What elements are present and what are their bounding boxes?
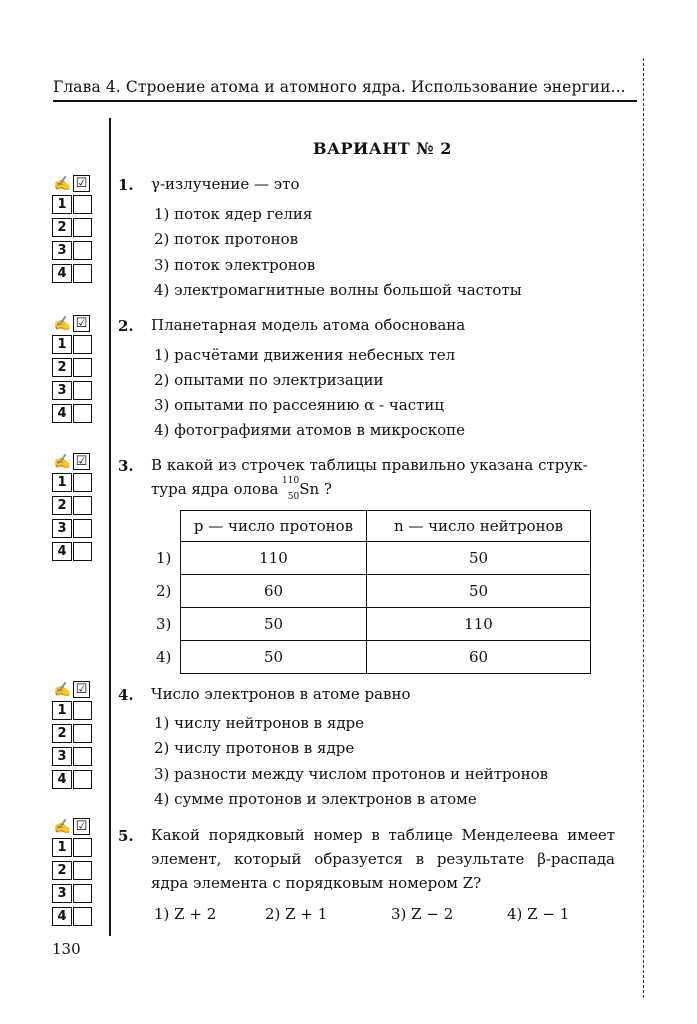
cut-line xyxy=(643,58,644,998)
answer-box[interactable] xyxy=(73,838,92,857)
answer-number: 4 xyxy=(52,264,72,283)
answer-option: 3) опытами по рассеянию α - частиц xyxy=(154,396,445,414)
table-cell-neutrons: 110 xyxy=(367,608,591,641)
table-cell-protons: 60 xyxy=(181,575,367,608)
table-row-label: 3) xyxy=(156,615,172,633)
answer-box[interactable] xyxy=(73,241,92,260)
question-number: 2. xyxy=(118,317,134,335)
answer-box[interactable] xyxy=(73,907,92,926)
table-row xyxy=(181,575,591,608)
question-line-2: тура ядра олова xyxy=(151,480,284,498)
table-row xyxy=(181,641,591,674)
nucleus-table xyxy=(180,510,591,674)
page-number: 130 xyxy=(52,940,81,958)
answer-number: 1 xyxy=(52,473,72,492)
answer-grid-q5 xyxy=(52,815,92,930)
answer-grid-q1 xyxy=(52,172,92,287)
table-header-protons: p — число протонов xyxy=(181,511,367,542)
table-row xyxy=(181,542,591,575)
table-row-label: 4) xyxy=(156,648,172,666)
pen-icon: ✍ xyxy=(53,176,72,192)
checkbox-icon: ☑ xyxy=(73,315,90,332)
table-cell-neutrons: 60 xyxy=(367,641,591,674)
answer-box[interactable] xyxy=(73,381,92,400)
question-line-1: В какой из строчек таблицы правильно указана струк- xyxy=(151,456,588,474)
answer-option: 2) Z + 1 xyxy=(265,905,328,923)
answer-option: 1) расчётами движения небесных тел xyxy=(154,346,456,364)
pen-icon: ✍ xyxy=(53,316,72,332)
question-number: 1. xyxy=(118,176,134,194)
table-row-label: 1) xyxy=(156,549,172,567)
answer-box[interactable] xyxy=(73,542,92,561)
answer-box[interactable] xyxy=(73,496,92,515)
question-number: 4. xyxy=(118,686,134,704)
answer-number: 1 xyxy=(52,195,72,214)
question-text: Какой порядковый номер в таблице Менделеева имеет элемент, который образуется в результате β-распада ядра элемента с порядковым номером Z? xyxy=(151,826,615,892)
question-number: 3. xyxy=(118,457,134,475)
answer-number: 3 xyxy=(52,381,72,400)
answer-number: 1 xyxy=(52,335,72,354)
pen-icon: ✍ xyxy=(53,682,72,698)
question-text: Число электронов в атоме равно xyxy=(151,685,411,703)
isotope-mass: 110 xyxy=(282,476,300,486)
answer-box[interactable] xyxy=(73,358,92,377)
answer-grid-q4 xyxy=(52,678,92,793)
answer-number: 1 xyxy=(52,838,72,857)
question-text xyxy=(151,453,621,501)
answer-box[interactable] xyxy=(73,884,92,903)
table-header-row xyxy=(181,511,591,542)
checkbox-icon: ☑ xyxy=(73,175,90,192)
answer-option: 2) опытами по электризации xyxy=(154,371,384,389)
table-header-neutrons: n — число нейтронов xyxy=(367,511,591,542)
chapter-header: Глава 4. Строение атома и атомного ядра. Использование энергии... xyxy=(53,78,626,96)
checkbox-icon: ☑ xyxy=(73,681,90,698)
answer-box[interactable] xyxy=(73,195,92,214)
answer-option: 4) Z − 1 xyxy=(507,905,570,923)
answer-box[interactable] xyxy=(73,701,92,720)
checkbox-icon: ☑ xyxy=(73,818,90,835)
answer-box[interactable] xyxy=(73,404,92,423)
answer-grid-q3 xyxy=(52,450,92,565)
answer-option: 3) поток электронов xyxy=(154,256,316,274)
answer-option: 1) числу нейтронов в ядре xyxy=(154,714,365,732)
table-cell-neutrons: 50 xyxy=(367,542,591,575)
answer-option: 3) Z − 2 xyxy=(391,905,454,923)
answer-number: 2 xyxy=(52,496,72,515)
answer-number: 3 xyxy=(52,747,72,766)
table-cell-protons: 50 xyxy=(181,608,367,641)
checkbox-icon: ☑ xyxy=(73,453,90,470)
question-number: 5. xyxy=(118,827,134,845)
answer-option: 2) числу протонов в ядре xyxy=(154,739,355,757)
answer-number: 3 xyxy=(52,884,72,903)
isotope-charge: 50 xyxy=(287,492,300,502)
question-text: Планетарная модель атома обоснована xyxy=(151,316,466,334)
answer-option: 1) поток ядер гелия xyxy=(154,205,313,223)
answer-grid-q2 xyxy=(52,312,92,427)
table-row xyxy=(181,608,591,641)
variant-title: ВАРИАНТ № 2 xyxy=(313,139,452,158)
answer-option: 1) Z + 2 xyxy=(154,905,217,923)
margin-line xyxy=(109,118,111,936)
table-cell-neutrons: 50 xyxy=(367,575,591,608)
answer-number: 2 xyxy=(52,358,72,377)
answer-number: 1 xyxy=(52,701,72,720)
table-cell-protons: 110 xyxy=(181,542,367,575)
answer-option: 4) электромагнитные волны большой частоты xyxy=(154,281,522,299)
answer-box[interactable] xyxy=(73,724,92,743)
answer-box[interactable] xyxy=(73,770,92,789)
answer-number: 2 xyxy=(52,861,72,880)
table-cell-protons: 50 xyxy=(181,641,367,674)
answer-box[interactable] xyxy=(73,335,92,354)
answer-option: 4) фотографиями атомов в микроскопе xyxy=(154,421,466,439)
isotope-notation xyxy=(282,476,300,502)
pen-icon: ✍ xyxy=(53,819,72,835)
answer-option: 4) сумме протонов и электронов в атоме xyxy=(154,790,477,808)
answer-number: 4 xyxy=(52,542,72,561)
answer-number: 4 xyxy=(52,907,72,926)
answer-number: 2 xyxy=(52,724,72,743)
answer-number: 3 xyxy=(52,519,72,538)
answer-number: 4 xyxy=(52,770,72,789)
answer-box[interactable] xyxy=(73,861,92,880)
answer-box[interactable] xyxy=(73,519,92,538)
answer-option: 3) разности между числом протонов и нейтронов xyxy=(154,765,549,783)
answer-number: 4 xyxy=(52,404,72,423)
header-rule xyxy=(53,100,637,102)
answer-number: 3 xyxy=(52,241,72,260)
answer-option: 2) поток протонов xyxy=(154,230,299,248)
table-row-label: 2) xyxy=(156,582,172,600)
isotope-symbol: Sn xyxy=(299,480,320,498)
question-text: γ-излучение — это xyxy=(151,175,300,193)
answer-box[interactable] xyxy=(73,264,92,283)
answer-number: 2 xyxy=(52,218,72,237)
answer-box[interactable] xyxy=(73,747,92,766)
answer-box[interactable] xyxy=(73,218,92,237)
answer-box[interactable] xyxy=(73,473,92,492)
question-line-2-end: ? xyxy=(319,480,332,498)
pen-icon: ✍ xyxy=(53,454,72,470)
